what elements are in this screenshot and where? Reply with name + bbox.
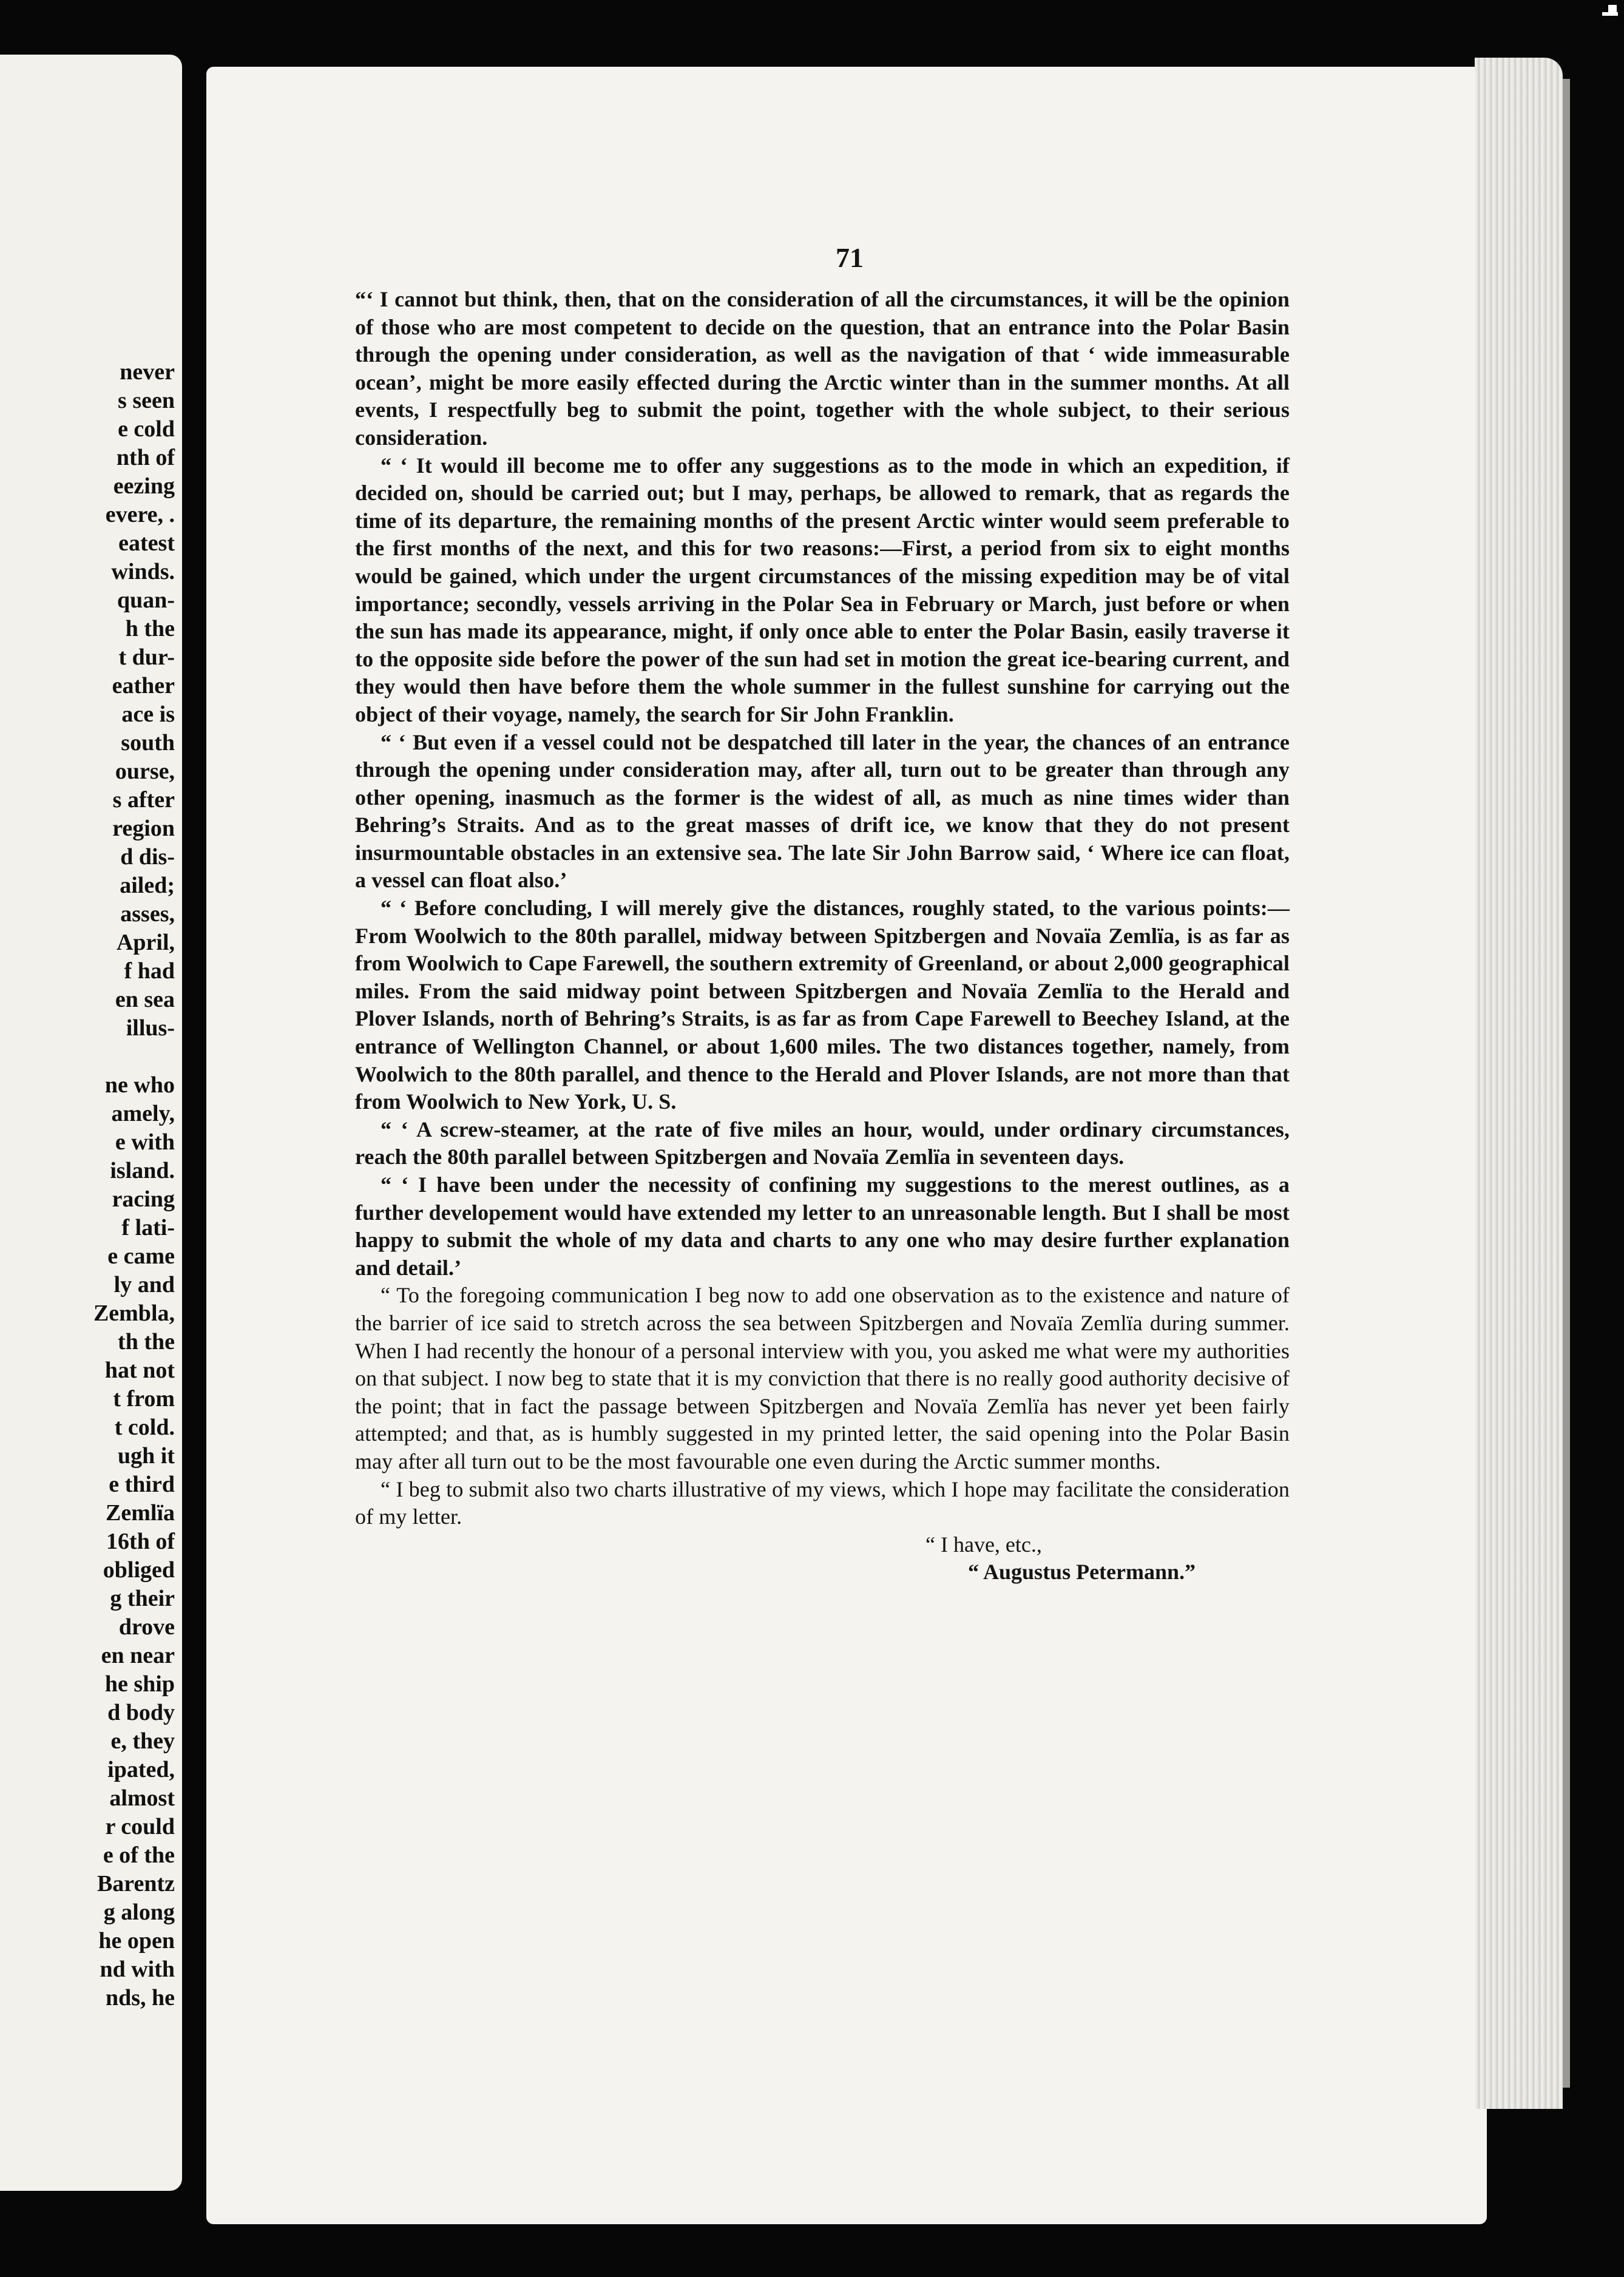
paragraph-3: “ ‘ But even if a vessel could not be despatched till later in the year, the chances of an entrance through the opening under consideration may, after all, turn out to be greater than through any other opening, inasmuch as the former is the widest of all, as much as nine times wider than Behring’s Straits. And as to the great masses of drift ice, we know that they do not present insurmountable obstacles in an extensive sea. The late Sir John Barrow said, ‘ Where ice can float, a vessel can float also.’ xyxy=(355,729,1290,893)
left-page-line: en near xyxy=(101,1643,175,1668)
left-page-line: eather xyxy=(112,673,175,699)
left-page-line: s after xyxy=(112,787,175,813)
scan-corner-mark-bar xyxy=(1602,12,1618,16)
left-page-line: eezing xyxy=(113,473,175,499)
left-page-line: d body xyxy=(107,1700,175,1725)
page-edges xyxy=(1475,58,1563,2109)
left-page-line: e, they xyxy=(110,1728,175,1754)
left-page-line: nth of xyxy=(116,445,175,470)
left-page-line: drove xyxy=(118,1614,175,1640)
left-page-line: illus- xyxy=(126,1015,175,1041)
left-page-line: ailed; xyxy=(120,873,175,898)
paragraph-6: “ ‘ I have been under the necessity of confining my suggestions to the merest outlines, as a further developement would have extended my letter to an unreasonable length. But I shall be most happy to submit the whole of my data and charts to any one who may desire further explanation and detail.’ xyxy=(355,1172,1290,1280)
left-page-line: ipated, xyxy=(107,1757,175,1782)
left-page-line: ourse, xyxy=(115,759,175,784)
left-page-line: south xyxy=(121,730,175,756)
left-page-line: eatest xyxy=(118,530,175,556)
left-page-line: d dis- xyxy=(120,844,175,870)
paragraph-2: “ ‘ It would ill become me to offer any suggestions as to the mode in which an expedition, if decided on, should be carried out; but I may, perhaps, be allowed to remark, that as regards the time of its departure, the remaining months of the present Arctic winter would seem preferable to the first months of the next, and this for two reasons:—First, a period from six to eight months would be gained, which under the urgent circumstances of the missing expedition may be of vital importance; secondly, vessels arriving in the Polar Sea in February or March, just before or when the sun has made its appearance, might, if only once able to enter the Polar Basin, easily traverse it to the opposite side before the power of the sun had set in motion the great ice-bearing current, and they would then have before them the whole summer in the fullest sunshine for carrying out the object of their voyage, namely, the search for Sir John Franklin. xyxy=(355,453,1290,726)
left-page-line: e cold xyxy=(118,416,175,442)
left-page-line: ne who xyxy=(104,1072,175,1098)
left-page-line: obliged xyxy=(103,1557,175,1583)
left-page-line: Zemlïa xyxy=(106,1500,175,1526)
left-page-line: g their xyxy=(110,1586,175,1611)
left-page-line: 16th of xyxy=(106,1529,175,1554)
left-page-line: e came xyxy=(107,1243,175,1269)
left-page-line: nds, he xyxy=(105,1985,175,2011)
left-page-line: f had xyxy=(124,958,175,984)
left-page-line: t cold. xyxy=(114,1415,175,1440)
left-page-line: asses, xyxy=(120,901,175,927)
left-page-line: e of the xyxy=(103,1842,175,1868)
signature: “ Augustus Petermann.” xyxy=(968,1560,1196,1585)
paragraph-7: “ To the foregoing communication I beg now to add one observation as to the existence and nature of the barrier of ice said to stretch across the sea between Spitzbergen and Novaïa Zemlïa during summer. When I had recently the honour of a personal interview with you, you asked me what were my authorities on that subject. I now beg to state that it is my conviction that there is no really good authority decisive of the point; that in fact the passage between Spitzbergen and Novaïa Zemlïa has never yet been fairly attempted; and that, as is humbly suggested in my printed letter, the said opening into the Polar Basin may after all turn out to be the most favourable one even during the Arctic summer months. xyxy=(355,1283,1290,1473)
left-page-line: en sea xyxy=(115,987,175,1012)
left-page-line: he open xyxy=(98,1928,175,1954)
left-page-line: Zembla, xyxy=(93,1301,175,1326)
left-page-line: Barentz xyxy=(96,1871,175,1896)
left-page-line: ugh it xyxy=(118,1443,175,1469)
paragraph-5: “ ‘ A screw-steamer, at the rate of five miles an hour, would, under ordinary circumstances, reach the 80th parallel between Spitzbergen and Novaïa Zemlïa in seventeen days. xyxy=(355,1117,1290,1169)
left-page-line: hat not xyxy=(104,1358,175,1383)
left-page-line: nd with xyxy=(100,1957,175,1982)
left-page-line: region xyxy=(112,816,175,841)
left-page-line: e third xyxy=(109,1472,175,1497)
left-page-line: r could xyxy=(105,1814,175,1839)
left-page-line: evere, . xyxy=(105,502,175,527)
left-page-line: g along xyxy=(103,1900,175,1925)
left-page-text xyxy=(0,358,175,2012)
left-page-lines-a xyxy=(0,358,175,1043)
page-edge-shadow xyxy=(1563,79,1570,2088)
page-number: 71 xyxy=(836,242,864,273)
left-page-line: racing xyxy=(112,1186,175,1212)
left-page-line: winds. xyxy=(111,559,175,584)
left-page-line: t dur- xyxy=(118,645,175,670)
left-page-line: island. xyxy=(110,1158,175,1183)
paragraph-4: “ ‘ Before concluding, I will merely give the distances, roughly stated, to the various points:—From Woolwich to the 80th parallel, midway between Spitzbergen and Novaïa Zemlïa, is as far as from Woolwich to Cape Farewell, the southern extremity of Greenland, or about 2,000 geographical miles. From the said midway point between Spitzbergen and Novaïa Zemlïa to the Herald and Plover Islands, north of Behring’s Straits, is as far as from Cape Farewell to Beechey Island, at the entrance of Wellington Channel, or about 1,600 miles. The two distances together, namely, from Woolwich to the 80th parallel, and thence to the Herald and Plover Islands, are not more than that from Woolwich to New York, U. S. xyxy=(355,896,1290,1114)
left-page-line: April, xyxy=(116,930,175,955)
left-page-line: he ship xyxy=(104,1671,175,1697)
left-page-line: e with xyxy=(115,1129,175,1155)
left-page-line: never xyxy=(120,359,175,385)
page-content xyxy=(355,242,1290,1586)
paragraph-8: “ I beg to submit also two charts illustrative of my views, which I hope may facilitate the consideration of my letter. xyxy=(355,1477,1290,1529)
left-page-line: ly and xyxy=(113,1272,175,1298)
left-page-line: almost xyxy=(109,1785,175,1811)
left-page-line: t from xyxy=(113,1386,175,1412)
left-page-line: quan- xyxy=(117,587,175,613)
paragraph-1: “‘ I cannot but think, then, that on the consideration of all the circumstances, it will be the opinion of those who are most competent to decide on the question, that an entrance into the Polar Basin through the opening under consideration, as well as the navigation of that ‘ wide immeasurable ocean’, might be more easily effected during the Arctic winter than in the summer months. At all events, I respectfully beg to submit the point, together with the whole subject, to their serious consideration. xyxy=(355,287,1290,450)
left-page-lines-b xyxy=(0,1071,175,2012)
left-page-line: h the xyxy=(125,616,175,641)
left-page-line: f lati- xyxy=(121,1215,175,1240)
left-page-line: th the xyxy=(118,1329,175,1355)
left-page-line: ace is xyxy=(121,702,175,727)
closing-line: “ I have, etc., xyxy=(925,1532,1042,1557)
left-page-line: amely, xyxy=(111,1101,175,1126)
left-page-line: s seen xyxy=(118,388,175,413)
left-facing-page xyxy=(0,55,182,2191)
